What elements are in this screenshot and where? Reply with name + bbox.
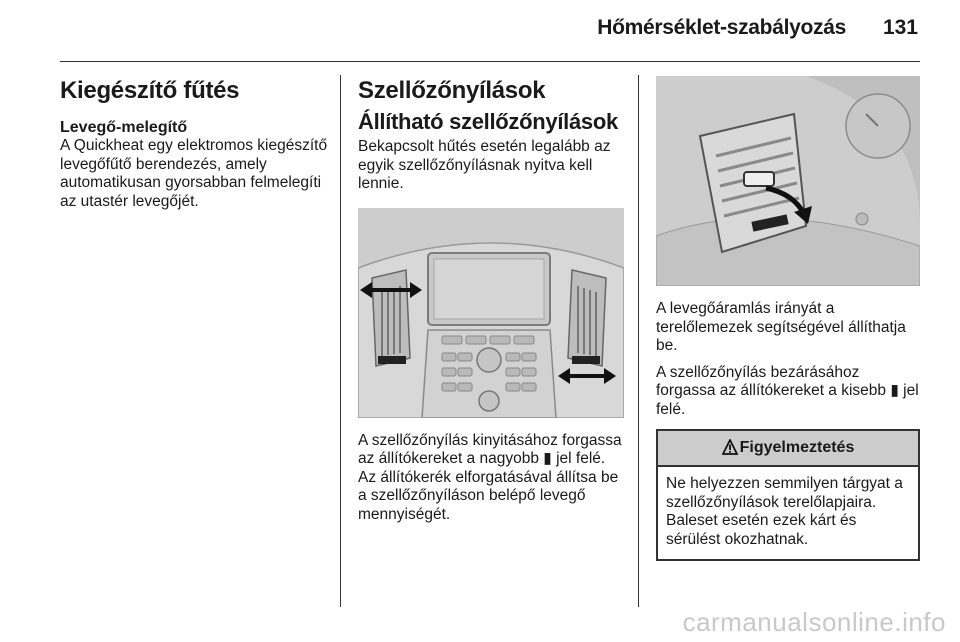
header-rule (60, 61, 920, 62)
column-divider (638, 75, 639, 607)
page-number: 131 (882, 16, 918, 39)
warning-title: Figyelmeztetés (739, 439, 855, 456)
warning-header (658, 431, 918, 467)
body-paragraph: A szellőzőnyílás kinyitásához forgassa az állítókereket a nagyobb ▮ jel felé. Az állítókerék elforgatásával állítsa be a szellőzőnyíláson belépő levegő mennyiségét. (358, 431, 622, 523)
warning-body: Ne helyezzen semmilyen tárgyat a szellőzőnyílások terelőlapjaira. Baleset esetén ezek kárt és sérülést okozhatnak. (666, 475, 903, 548)
body-paragraph: A Quickheat egy elektromos kiegészítő levegőfűtő berendezés, amely automatikusan gyorsabban felmelegíti az utastér levegőjét. (60, 137, 328, 210)
subsection-heading: Levegő-melegítő (60, 119, 188, 136)
watermark: carmanualsonline.info (682, 607, 946, 637)
section-heading: Kiegészítő fűtés (60, 77, 240, 104)
page-header-title: Hőmérséklet-szabályozás (597, 16, 846, 39)
body-paragraph: A levegőáramlás irányát a terelőlemezek segítségével állíthatja be. (656, 300, 906, 354)
section-heading: Szellőzőnyílások (358, 77, 546, 104)
subsection-heading: Állítható szellőzőnyílások (358, 109, 618, 134)
dashboard-vents-illustration (358, 208, 624, 418)
warning-box (656, 429, 920, 561)
column-3 (656, 76, 920, 561)
vent-adjustment-illustration (656, 76, 920, 286)
warning-triangle-icon (722, 434, 738, 468)
column-divider (340, 75, 341, 607)
body-paragraph: A szellőzőnyílás bezárásához forgassa az állítókereket a kisebb ▮ jel felé. (656, 363, 919, 418)
column-1 (60, 76, 332, 211)
body-paragraph: Bekapcsolt hűtés esetén legalább az egyik szellőzőnyílásnak nyitva kell lennie. (358, 138, 611, 192)
column-2 (358, 76, 624, 524)
